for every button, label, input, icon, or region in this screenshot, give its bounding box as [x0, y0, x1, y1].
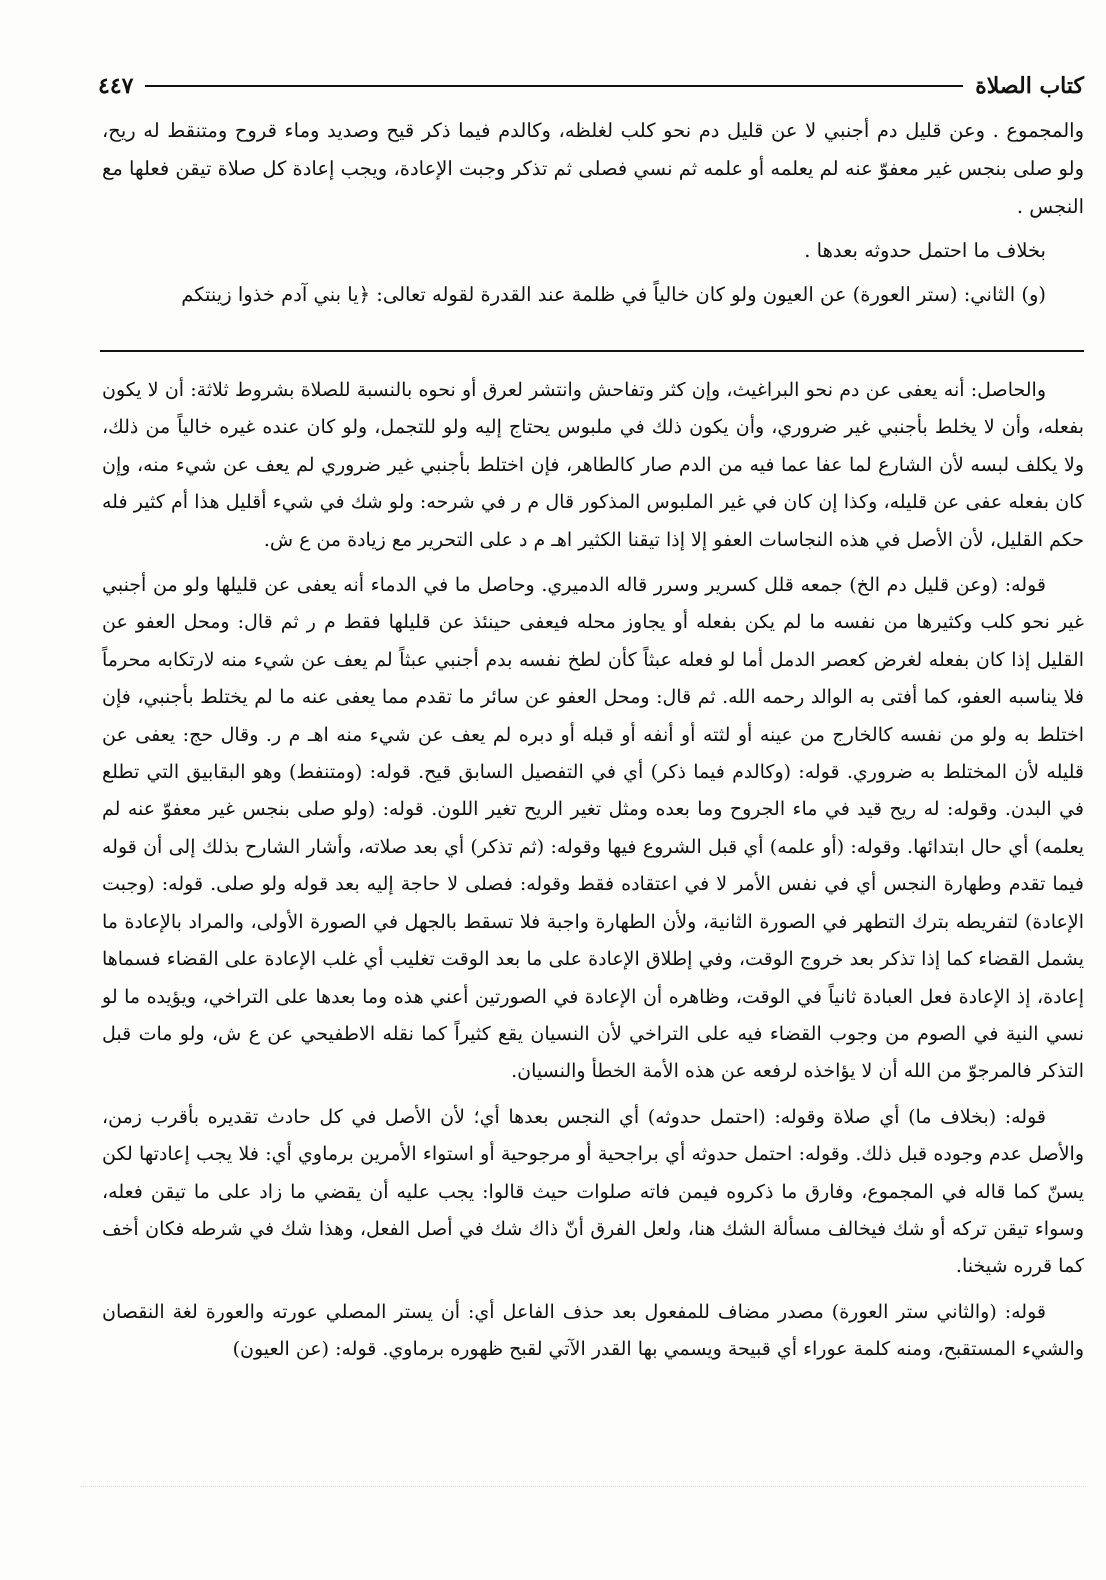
- page-number: ٤٤٧: [98, 73, 134, 99]
- section-divider: [100, 350, 1084, 352]
- main-paragraph-2: بخلاف ما احتمل حدوثه بعدها .: [804, 239, 1046, 262]
- commentary-paragraph-1: والحاصل: أنه يعفى عن دم نحو البراغيث، وإن كثر وتفاحش وانتشر لعرق أو نحوه بالنسبة للصلاة بشروط ثلاثة: أن لا يكون بفعله، وأن لا يخلط بأجنبي غير ضروري، وأن يكون ذلك في ملبوس يحتاج إليه ولو للتجمل، ولو كان عنده غيره خالياً من ذلك، ولا يكلف لبسه لأن الشارع لما عفا عما فيه من الدم صار كالطاهر، فإن اختلط بأجنبي غير ضروري لم يعف عن شيء منه، وإن كان بفعله عفى عن قليله، وكذا إن كان في غير الملبوس المذكور قال م ر في شرحه: ولو شك في شيء أقليل هذا أم كثير فله حكم القليل، لأن الأصل في هذه النجاسات العفو إلا إذا تيقنا الكثير اهـ م د على التحرير مع زيادة من ع ش.: [102, 379, 1084, 551]
- main-text: [102, 112, 1084, 314]
- commentary-text: [102, 372, 1084, 1369]
- book-title: كتاب الصلاة: [975, 73, 1084, 99]
- commentary-paragraph-2: قوله: (وعن قليل دم الخ) جمعه قلل كسرير وسرر قاله الدميري. وحاصل ما في الدماء أنه يعفى عن قليلها ولو من أجنبي غير نحو كلب وكثيرها من نفسه ما لم يكن بفعله أو يجاوز محله فيعفى حينئذ عن قليلها فقط م ر ثم قال: ومحل العفو عن القليل إذا كان بفعله لغرض كعصر الدمل أما لو فعله عبثاً كأن لطخ نفسه بدم أجنبي عبثاً لم يعف عن شيء منه لارتكابه محرماً فلا يناسبه العفو، كما أفتى به الوالد رحمه الله. ثم قال: ومحل العفو عن سائر ما تقدم مما يعفى عنه ما لم يختلط بأجنبي، فإن اختلط به ولو من نفسه كالخارج من عينه أو لثته أو أنفه أو قبله أو دبره لم يعف عن شيء منه اهـ م ر. وقال حج: يعفى عن قليله لأن المختلط به ضروري. قوله: (وكالدم فيما ذكر) أي في التفصيل السابق قيح. قوله: (ومتنفط) وهو البقابيق التي تطلع في البدن. وقوله: له ريح قيد في ماء الجروح وما بعده ومثل تغير الريح تغير اللون. قوله: (ولو صلى بنجس غير معفوّ عنه لم يعلمه) أي حال ابتدائها. وقوله: (أو علمه) أي قبل الشروع فيها وقوله: (ثم تذكر) أي بعد صلاته، وأشار الشارح بذلك إلى أن قوله فيما تقدم وطهارة النجس أي في نفس الأمر لا في اعتقاده فقط وقوله: فصلى لا حاجة إليه بعد قوله ولو صلى. قوله: (وجبت الإعادة) لتفريطه بترك التطهر في الصورة الثانية، ولأن الطهارة واجبة فلا تسقط بالجهل في الصورة الأولى، والمراد بالإعادة ما يشمل القضاء كما إذا تذكر بعد خروج الوقت، وفي إطلاق الإعادة على ما بعد الوقت تغليب أي غلب الإعادة على القضاء فسماها إعادة، إذ الإعادة فعل العبادة ثانياً في الوقت، وظاهره أن الإعادة في الصورتين أعني هذه وما بعدها على التراخي، ويؤيده ما لو نسي النية في الصوم من وجوب القضاء فيه على التراخي لأن النسيان يقع كثيراً كما نقله الاطفيحي عن ع ش، ولو مات قبل التذكر فالمرجوّ من الله أن لا يؤاخذه لرفعه عن هذه الأمة الخطأ والنسيان.: [102, 574, 1084, 1083]
- main-paragraph-1: والمجموع . وعن قليل دم أجنبي لا عن قليل دم نحو كلب لغلظه، وكالدم فيما ذكر قيح وصديد وماء قروح ومتنقط له ريح، ولو صلى بنجس غير معفوّ عنه لم يعلمه أو علمه ثم نسي فصلى ثم تذكر وجبت الإعادة، ويجب إعادة كل صلاة تيقن فعلها مع النجس .: [102, 119, 1084, 218]
- scan-artifact: [80, 1486, 1086, 1509]
- commentary-paragraph-3: قوله: (بخلاف ما) أي صلاة وقوله: (احتمل حدوثه) أي النجس بعدها أي؛ لأن الأصل في كل حادث تقديره بأقرب زمن، والأصل عدم وجوده قبل ذلك. وقوله: احتمل حدوثه أي براجحية أو مرجوحية أو استواء الأمرين برماوي أي: فلا يجب إعادتها لكن يسنّ كما قاله في المجموع، وفارق ما ذكروه فيمن فاته صلوات حيث قالوا: يجب عليه أن يقضي ما زاد على ما تيقن فعله، وسواء تيقن تركه أو شك فيخالف مسألة الشك هنا، ولعل الفرق أنّ ذاك شك في أصل الفعل، وهذا شك في شرطه فكان أخف كما قرره شيخنا.: [102, 1105, 1084, 1278]
- commentary-paragraph-4: قوله: (والثاني ستر العورة) مصدر مضاف للمفعول بعد حذف الفاعل أي: أن يستر المصلي عورته والعورة لغة النقصان والشيء المستقبح، ومنه كلمة عوراء أي قبيحة ويسمي بها القدر الآتي لقبح ظهوره برماوي. قوله: (عن العيون): [102, 1300, 1084, 1361]
- running-header: [98, 70, 1084, 102]
- main-paragraph-3: (و) الثاني: (ستر العورة) عن العيون ولو كان خالياً في ظلمة عند القدرة لقوله تعالى: ﴿يا بني آدم خذوا زينتكم: [181, 283, 1046, 306]
- header-rule: [145, 85, 963, 87]
